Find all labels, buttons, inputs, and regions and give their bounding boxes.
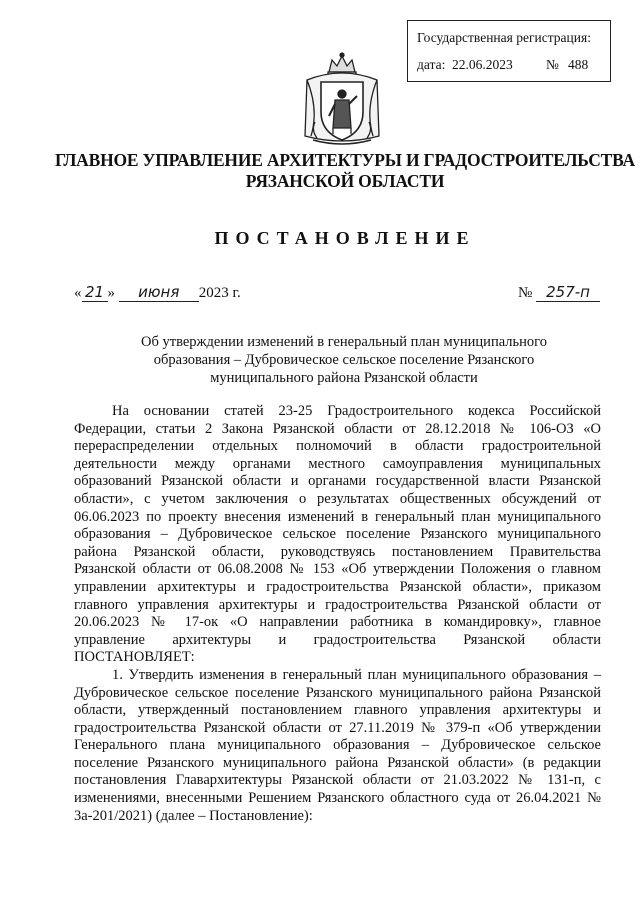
document-number bbox=[518, 283, 600, 302]
registration-number-label: № bbox=[546, 57, 559, 72]
date-open-quote: « bbox=[74, 285, 82, 301]
document-number-label: № bbox=[518, 285, 533, 301]
subject-line2: образования – Дубровическое сельское поселение Рязанского bbox=[153, 352, 535, 368]
document-number-value: 257-п bbox=[536, 283, 600, 302]
date-day: 21 bbox=[82, 283, 108, 302]
date-close-quote: » bbox=[107, 285, 115, 301]
registration-stamp bbox=[407, 20, 611, 82]
subject-line3: муниципального района Рязанской области bbox=[210, 370, 478, 386]
document-type-heading: ПОСТАНОВЛЕНИЕ bbox=[214, 228, 476, 248]
date-month: июня bbox=[119, 283, 199, 302]
organization-name-line1: ГЛАВНОЕ УПРАВЛЕНИЕ АРХИТЕКТУРЫ И ГРАДОСТРОИТЕЛЬСТВА bbox=[55, 150, 635, 170]
registration-date-label: дата: bbox=[417, 57, 446, 72]
document-body bbox=[74, 403, 601, 825]
registration-date: 22.06.2023 bbox=[452, 57, 513, 72]
document-date bbox=[74, 283, 241, 302]
organization-name-line2: РЯЗАНСКОЙ ОБЛАСТИ bbox=[245, 171, 445, 191]
subject-line1: Об утверждении изменений в генеральный план муниципального bbox=[141, 334, 547, 350]
registration-number: 488 bbox=[568, 57, 589, 72]
document-subject bbox=[120, 333, 568, 387]
body-preamble: На основании статей 23-25 Градостроительного кодекса Российской Федерации, статьи 2 Закона Рязанской области от 28.12.2018 № 106-ОЗ «О перераспределении отдельных полномочий в области градостроительной деятельности между органами местного самоуправления муниципальных образований Рязанской области и органами государственной власти Рязанской области», с учетом заключения о результатах общественных обсуждений от 06.06.2023 по проекту внесения изменений в генеральный план муниципального образования – Дубровическое сельское поселение Рязанского муниципального района Рязанской области, руководствуясь постановлением Правительства Рязанской области от 06.08.2008 № 153 «Об утверждении Положения о главном управлении архитектуры и градостроительства Рязанской области», приказом главного управления архитектуры и градостроительства Рязанской области от 20.06.2023 № 17-ок «О направлении работника в командировку», главное управление архитектуры и градостроительства Рязанской области ПОСТАНОВЛЯЕТ: bbox=[74, 403, 601, 666]
organization-name bbox=[0, 150, 640, 192]
date-year: 2023 г. bbox=[198, 285, 241, 301]
registration-title: Государственная регистрация: bbox=[417, 30, 591, 45]
body-item-1: 1. Утвердить изменения в генеральный план муниципального образования – Дубровическое сельское поселение Рязанского муниципального района Рязанской области, утвержденный постановлением главного управления архитектуры и градостроительства Рязанской области от 27.11.2019 № 379-п «Об утверждении Генерального плана муниципального образования – Дубровическое сельское поселение Рязанского муниципального района Рязанской области» (в редакции постановления Главархитектуры Рязанской области от 21.03.2022 № 131-п, с изменениями, внесенными Решением Рязанского областного суда от 26.04.2021 № 3а-201/2021) (далее – Постановление): bbox=[74, 666, 601, 824]
ryazan-coat-of-arms-icon bbox=[299, 50, 385, 148]
